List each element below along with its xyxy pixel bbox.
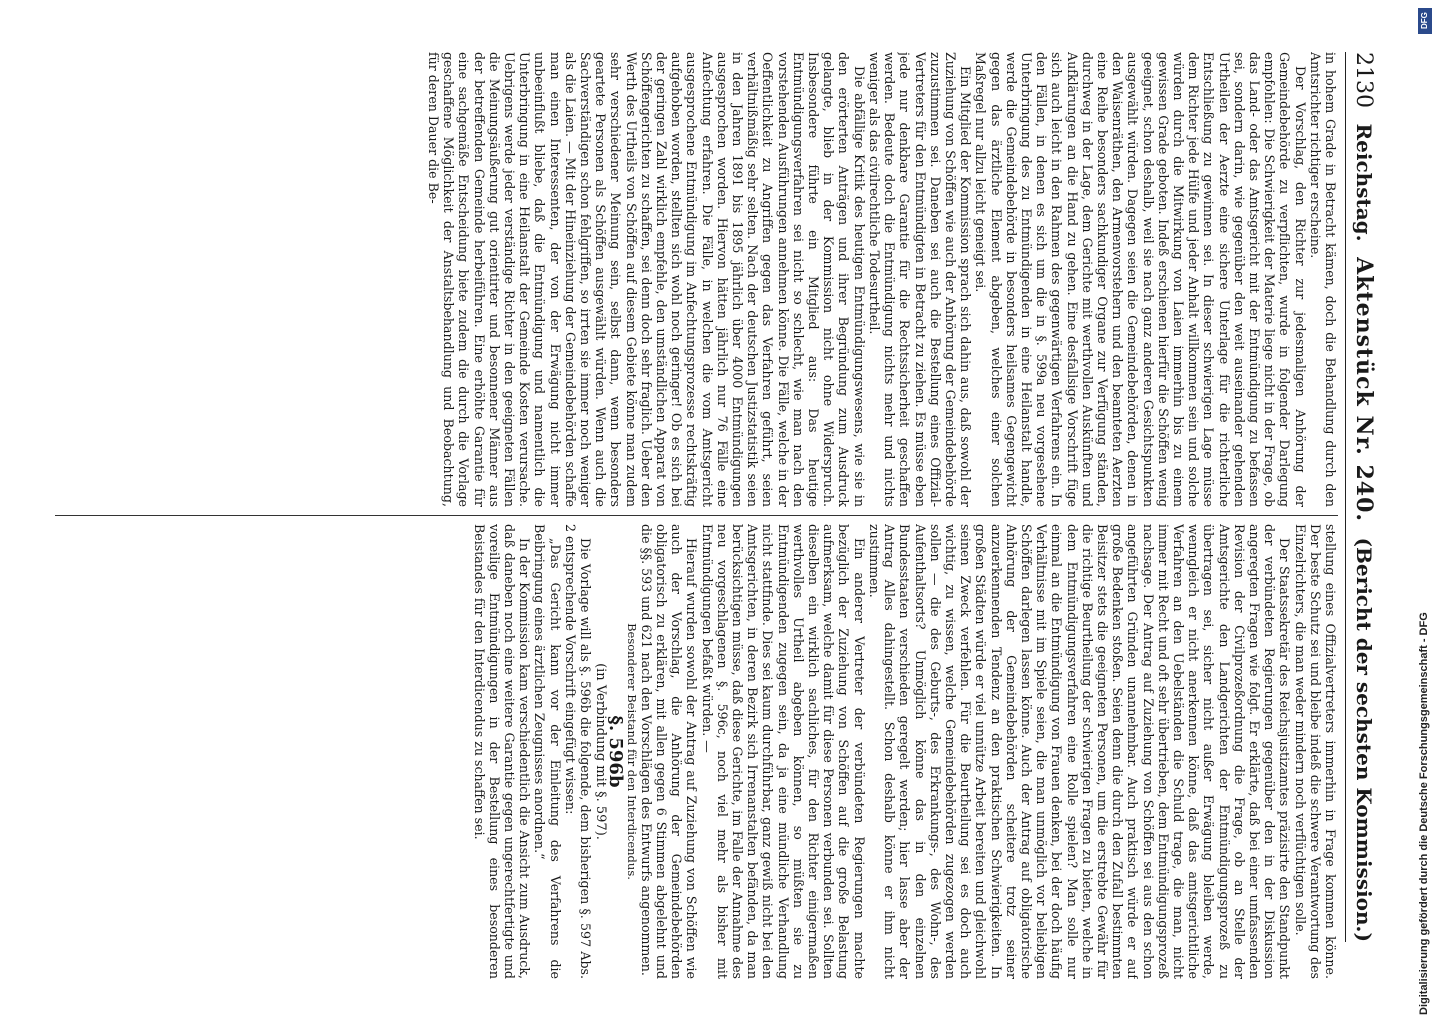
left-column (55, 52, 1338, 507)
paragraph: Der Vorschlag, den Richter zur jedesmaligen Anhörung der Gemeindebehörde zu verpflichten, wurde in folgender Darlegung empfohlen: Die Schwierigkeit der Materie liege nicht in der Frage, ob das Land- oder das Amtsgericht mit der Entmündigung zu befassen sei, sondern darin, wie gegenüber den weit auseinander gehenden Urtheilen der Aerzte eine sichere Unterlage für die richterliche Entschließung zu gewinnen sei. In dieser schwierigen Lage müsse dem Richter jede Hülfe und jeder Anhalt willkommen sein und solche würden durch die Mitwirkung von Laien immerhin bis zu einem gewissen Grade geboten. Indeß erschienen hierfür die Schöffen wenig geeignet, schon deshalb, weil sie nach ganz anderen Gesichtspunkten ausgewählt würden. Dagegen seien die Gemeindebehörden, denen in den Waisenräthen, den Armenvorstehern und den beamteten Aerzten eine Reihe besonders sachkundiger Organe zur Verfügung ständen, durchweg in der Lage, dem Gerichte mit werthvollen Auskünften und Aufklärungen an die Hand zu gehen. Eine desfallsige Vorschrift füge sich auch leicht in den Rahmen des gegenwärtigen Verfahrens ein. In den Fällen, in denen es sich um die in §. 599a neu vorgesehene Unterbringung des zu Entmündigenden in eine Heilanstalt handle, werde die Gemeindebehörde in besonders heilsames Gegengewicht gegen das ärztliche Element abgeben, welches einer solchen Maßregel nur allzu leicht geneigt sei. (973, 52, 1308, 507)
paragraph: Die Vorlage will als §. 596b die folgende, dem bisherigen §. 597 Abs. 2 entsprechende Vorschrift eingefügt wissen: (562, 524, 594, 979)
column-divider (55, 515, 1338, 516)
paragraph: In der Kommission kam verschiedentlich die Ansicht zum Ausdruck, daß daneben noch eine weitere Garantie gegen ungerechtfertigte und voreilige Entmündigungen in der Bestellung eines besonderen Beistandes für den Interdicendus zu schaffen sei. (471, 524, 533, 979)
page-number: 2130 (1351, 52, 1377, 108)
paragraph: stellung eines Offizialvertreters immerhin in Frage kommen könne. Der beste Schutz sei und bleibe indeß die schwere Verantwortung des Einzelrichters, die man weder mindern noch verflüchtigen solle. (1292, 524, 1338, 979)
paragraph: in hohem Grade in Betracht kämen, doch die Behandlung durch den Amtsrichter richtiger erscheine. (1307, 52, 1338, 507)
digitization-note (1414, 10, 1434, 1015)
paragraph: Ein Mitglied der Kommission sprach sich dahin aus, daß sowohl der Zuziehung von Schöffen wie auch der Anhörung der Gemeindebehörde zuzustimmen sei. Daneben sei auch die Bestellung eines Offizial-Vertreters für den Entmündigten in Betracht zu ziehen. Es müsse eben jede nur denkbare Garantie für die Rechtssicherheit geschaffen werden. Bedeute doch die Entmündigung nichts mehr und nichts weniger als das civilrechtliche Todesurtheil. (866, 52, 974, 507)
digitization-note-text: Digitalisierung gefördert durch die Deutsche Forschungsgemeinschaft - DFG (1418, 612, 1430, 1015)
dfg-logo: DFG (1418, 8, 1432, 34)
paragraph-title: §. 596b (605, 715, 627, 788)
page-header (1345, 52, 1382, 942)
paragraph-subtitle: (in Verbindung mit §. 597). (593, 663, 609, 840)
header-right: (Bericht der sechsten Kommission.) (1352, 537, 1376, 942)
paragraph: Hierauf wurden sowohl der Antrag auf Zuziehung von Schöffen wie auch der Vorschlag, die Anhörung der Gemeindebehörden obligatorisch zu erklären, mit allen gegen 6 Stimmen abgelehnt und die §§. 593 und 621 nach den Vorschlägen des Entwurfs angenommen. (638, 524, 700, 979)
header-left: Reichstag. (1352, 123, 1376, 242)
header-title: Aktenstück Nr. 240. (1351, 257, 1377, 523)
paragraph: Der Staatssekretär des Reichsjustizamtes präzisirte den Standpunkt der verbündeten Regierungen gegenüber den in der Diskussion angeregten Fragen wie folgt. Er erklärte, daß bei einer umfassenden Revision der Civilprozeßordnung die Frage, ob an Stelle der Amtsgerichte den Landgerichten der Entmündigungsprozeß zu übertragen sei, sicher nicht außer Erwägung bleiben werde, wenngleich er nicht anerkennen könne, daß das amtsgerichtliche Verfahren an den Uebelständen die Schuld trage, die man, nicht immer mit Recht und oft sehr übertrieben, dem Entmündigungsprozeß nachsage. Der Antrag auf Zuziehung von Schöffen sei aus den schon angeführten Gründen unannehmbar. Auch praktisch würde er auf große Bedenken stoßen. Seien denn die durch den Zufall bestimmten Beisitzer stets die geeigneten Personen, um die erstrebte Gewähr für die richtige Beurtheilung der schwierigen Fragen zu bieten, welche in dem Entmündigungsverfahren eine Rolle spielen? Man solle nur einmal an die Entmündigung von Frauen denken, bei der doch häufig Verhältnisse mit im Spiele seien, die man unmöglich vor beliebigen Schöffen darlegen lassen könne. Auch der Antrag auf obligatorische Anhörung der Gemeindebehörden scheitere trotz seiner anzuerkennenden Tendenz an den praktischen Schwierigkeiten. In großen Städten würde er viel unnütze Arbeit bereiten und gleichwohl seinen Zweck verfehlen. Für die Beurtheilung sei es doch auch wichtig, zu wissen, welche Gemeindebehörden zugezogen werden sollen — die des Geburts-, des Erkrankungs-, des Wohn-, des Aufenthaltsorts? Unmöglich könne das in den einzelnen Bundesstaaten verschieden geregelt werden; hier lasse aber der Antrag Alles dahingestellt. Schon deshalb könne er ihm nicht zustimmen. (866, 524, 1293, 979)
paragraph: Die abfällige Kritik des heutigen Entmündigungswesens, wie sie in den erörterten Anträgen und ihrer Begründung zum Ausdruck gelangte, blieb in der Kommission nicht ohne Widerspruch. Insbesondere führte ein Mitglied aus: Das heutige Entmündigungsverfahren sei nicht so schlecht, wie man nach den vorstehenden Ausführungen annehmen könne. Die Fälle, welche in der Oeffentlichkeit zu Angriffen gegen das Verfahren geführt, seien verhältnißmäßig sehr selten. Nach der deutschen Justizstatistik seien in den Jahren 1891 bis 1895 jährlich über 4000 Entmündigungen ausgesprochen worden. Hiervon hätten jährlich nur 76 Fälle eine Anfechtung erfahren. Die Fälle, in welchen die vom Amtsgericht ausgesprochene Entmündigung im Anfechtungsprozesse rechtskräftig aufgehoben worden, stellten sich wohl noch geringer! Ob es sich bei der geringen Zahl wirklich empfehle, den umständlichen Apparat von Schöffengerichten zu schaffen, sei denn doch sehr fraglich. Ueber den Werth des Urtheils von Schöffen auf diesem Gebiete könne man zudem sehr verschiedener Meinung sein, selbst dann, wenn besonders geartete Personen als Schöffen ausgewählt würden. Wenn auch die Sachverständigen schon fehlgriffen, so irrten sie immer noch weniger als die Laien. — Mit der Hineinziehung der Gemeindebehörden schaffe man einen Interessenten, der von der Erwägung nicht immer unbeeinflußt bliebe, daß die Entmündigung und namentlich die Unterbringung in eine Heilanstalt der Gemeinde Kosten verursache. Uebrigens werde jeder verständige Richter in den geeigneten Fällen die Meinungsäußerung gut orientirter und besonnener Männer aus der betreffenden Gemeinde herbeiführen. Eine erhöhte Garantie für eine sachgemäße Entscheidung biete zudem die durch die Vorlage geschaffene Möglichkeit der Anstaltsbehandlung und Beobachtung, für deren Dauer die Be- (426, 52, 867, 507)
paragraph: Ein anderer Vertreter der verbündeten Regierungen machte bezüglich der Zuziehung von Schöffen auf die große Belastung aufmerksam, welche damit für diese Personen verbunden sei. Sollten dieselben ein wirklich sachliches, für den Richter einigermaßen werthvolles Urtheil abgeben können, so müßten sie zu Entmündigenden zugegen sein, da ja eine mündliche Verhandlung nicht stattfinde. Dies sei kaum durchführbar, ganz gewiß nicht bei den Amtsgerichten, in deren Bezirk sich Irrenanstalten befänden, da man berücksichtigen müsse, daß diese Gerichte, im Falle der Annahme des neu vorgeschlagenen §. 596c, noch viel mehr als bisher mit Entmündigungen befaßt würden. — (699, 524, 867, 979)
right-column (55, 524, 1338, 979)
document-page (45, 12, 1390, 982)
section-note: Besonderer Beistand für den Interdicendus. (624, 623, 639, 880)
quote: „Das Gericht kann vor der Einleitung des Verfahrens die Beibringung eines ärztlichen Zeugnisses anordnen.“ (532, 524, 563, 979)
